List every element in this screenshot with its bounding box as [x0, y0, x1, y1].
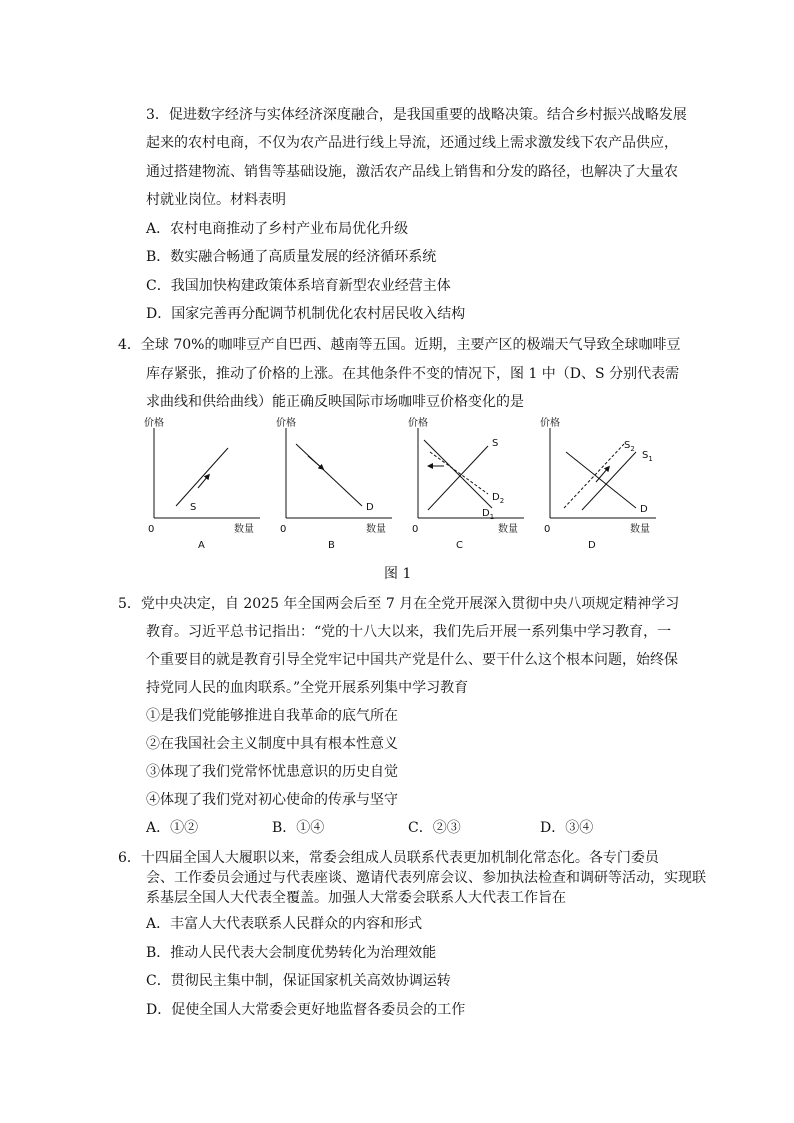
- option-c: C．贯彻民主集中制，保证国家机关高效协调运转: [146, 973, 451, 989]
- supply-label-s2: [624, 440, 635, 453]
- demand-label-d1-letter: D: [482, 508, 490, 519]
- origin-label: 0: [280, 524, 287, 535]
- curve-label: D: [366, 502, 374, 513]
- origin-label: 0: [148, 524, 155, 535]
- graph-b-svg: [272, 418, 402, 553]
- graph-b: [272, 418, 402, 557]
- supply-curve-s2: [564, 444, 624, 508]
- question-stem-line: 教育。习近平总书记指出：“党的十八大以来，我们先后开展一系列集中学习教育，一: [146, 624, 672, 640]
- supply-label-s2-subscript: 2: [630, 445, 635, 453]
- supply-curve: [428, 446, 488, 510]
- demand-curve-d1: [424, 440, 492, 508]
- supply-label-s1-letter: S: [642, 450, 649, 461]
- supply-label-s1-subscript: 1: [648, 455, 653, 463]
- demand-label-d1-subscript: 1: [489, 513, 495, 521]
- demand-label-d2-subscript: 2: [499, 497, 505, 505]
- question-stem-line: 3．促进数字经济与实体经济深度融合，是我国重要的战略决策。结合乡村振兴战略发展: [146, 107, 687, 123]
- demand-label-d2-letter: D: [492, 492, 500, 503]
- choice-a: A．①②: [146, 820, 199, 836]
- graph-letter: C: [456, 540, 463, 551]
- shift-arrow: [198, 476, 208, 488]
- y-axis-label: 价格: [408, 418, 428, 429]
- question-stem-line: 村就业岗位。材料表明: [146, 192, 286, 208]
- graph-letter: A: [198, 540, 205, 551]
- graph-d: [536, 418, 666, 557]
- supply-curve: [176, 448, 228, 506]
- origin-label: 0: [412, 524, 419, 535]
- question-stem-line: 库存紧张，推动了价格的上涨。在其他条件不变的情况下，图 1 中（D、S 分别代表需: [146, 366, 680, 382]
- question-stem-line: 系基层全国人大代表全覆盖。加强人大常委会联系人大代表工作旨在: [146, 890, 566, 906]
- graph-d-svg: [536, 418, 666, 553]
- option-a: A．丰富人大代表联系人民群众的内容和形式: [146, 916, 423, 932]
- graph-a: [140, 418, 270, 557]
- graph-a-svg: [140, 418, 270, 553]
- y-axis-label: 价格: [540, 418, 560, 429]
- graph-c: [404, 418, 534, 557]
- statement-3: ③体现了我们党常怀忧患意识的历史自觉: [146, 764, 398, 780]
- demand-curve: [296, 444, 362, 506]
- demand-label-d1: [482, 508, 494, 521]
- graph-c-svg: [404, 418, 534, 553]
- origin-label: 0: [544, 524, 551, 535]
- x-axis-label: 数量: [498, 524, 518, 535]
- x-axis-label: 数量: [234, 524, 254, 535]
- statement-4: ④体现了我们党对初心使命的传承与坚守: [146, 792, 398, 808]
- demand-label-d2: [492, 492, 504, 505]
- x-axis-label: 数量: [366, 524, 386, 535]
- y-axis-label: 价格: [144, 418, 164, 429]
- question-stem-line: 个重要目的就是教育引导全党牢记中国共产党是什么、要干什么这个根本问题，始终保: [146, 652, 678, 668]
- question-stem-line: 持党同人民的血肉联系。”全党开展系列集中学习教育: [146, 680, 469, 696]
- choice-c: C．②③: [408, 820, 461, 836]
- question-stem-line: 6．十四届全国人大履职以来，常委会组成人员联系代表更加机制化常态化。各专门委员: [118, 850, 659, 866]
- question-stem-line: 4．全球 70%的咖啡豆产自巴西、越南等五国。近期，主要产区的极端天气导致全球咖啡豆: [118, 337, 681, 353]
- option-b: B．数实融合畅通了高质量发展的经济循环系统: [146, 249, 437, 265]
- option-d: D．促使全国人大常委会更好地监督各委员会的工作: [146, 1002, 466, 1018]
- demand-label: D: [640, 504, 648, 515]
- graph-letter: D: [588, 540, 596, 551]
- question-stem-line: 求曲线和供给曲线）能正确反映国际市场咖啡豆价格变化的是: [146, 394, 524, 410]
- option-d: D．国家完善再分配调节机制优化农村居民收入结构: [146, 306, 466, 322]
- demand-curve: [566, 452, 636, 508]
- statement-2: ②在我国社会主义制度中具有根本性意义: [146, 736, 398, 752]
- choice-b: B．①④: [272, 820, 325, 836]
- choice-d: D．③④: [540, 820, 594, 836]
- figure-caption: 图 1: [384, 566, 412, 582]
- option-a: A．农村电商推动了乡村产业布局优化升级: [146, 221, 409, 237]
- option-c: C．我国加快构建政策体系培育新型农业经营主体: [146, 278, 451, 294]
- option-b: B．推动人民代表大会制度优势转化为治理效能: [146, 945, 437, 961]
- supply-label: S: [492, 438, 499, 449]
- question-stem-line: 会、工作委员会通过与代表座谈、邀请代表列席会议、参加执法检查和调研等活动，实现联: [146, 870, 706, 886]
- statement-1: ①是我们党能够推进自我革命的底气所在: [146, 708, 398, 724]
- shift-arrow: [596, 468, 608, 482]
- question-stem-line: 5．党中央决定，自 2025 年全国两会后至 7 月在全党开展深入贯彻中央八项规定精神学习: [118, 596, 680, 612]
- question-stem-line: 起来的农村电商，不仅为农产品进行线上导流，还通过线上需求激发线下农产品供应，: [146, 135, 678, 151]
- question-stem-line: 通过搭建物流、销售等基础设施，激活农产品线上销售和分发的路径，也解决了大量农: [146, 164, 678, 180]
- curve-label: S: [190, 502, 197, 513]
- supply-label-s1: [642, 450, 653, 463]
- demand-curve-d2: [430, 452, 488, 494]
- graph-letter: B: [328, 540, 335, 551]
- supply-label-s2-letter: S: [624, 440, 631, 451]
- x-axis-label: 数量: [630, 524, 650, 535]
- y-axis-label: 价格: [276, 418, 296, 429]
- shift-arrow: [308, 456, 322, 468]
